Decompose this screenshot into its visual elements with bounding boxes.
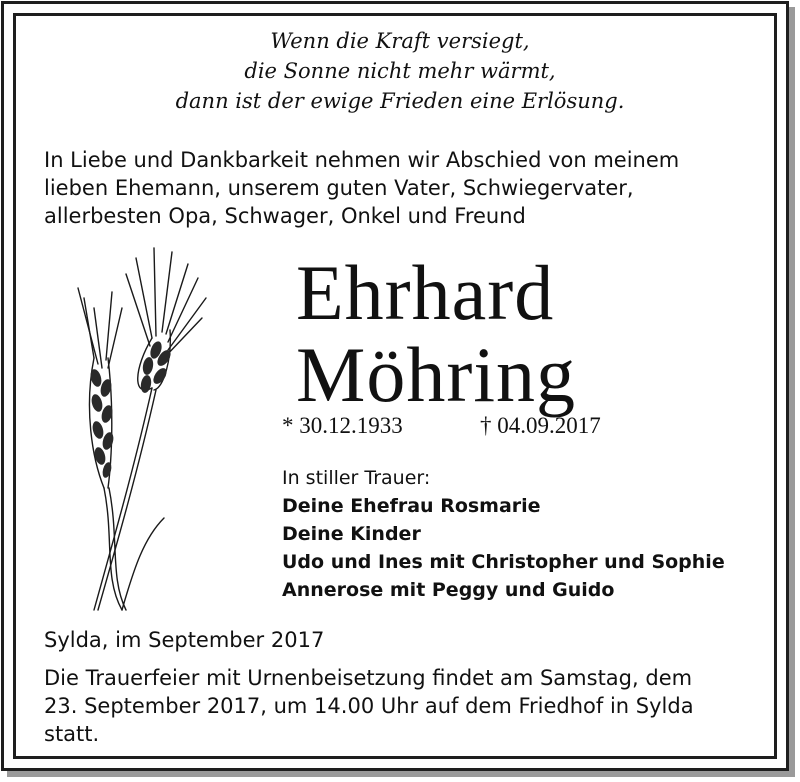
poem-line: Wenn die Kraft versiegt, <box>270 29 530 53</box>
death-date: † 04.09.2017 <box>480 413 601 438</box>
deceased-name <box>296 249 576 418</box>
poem-line: dann ist der ewige Frieden eine Erlösung. <box>175 89 625 113</box>
poem <box>0 26 800 116</box>
birth-date: * 30.12.1933 <box>282 413 403 438</box>
funeral-line: 23. September 2017, um 14.00 Uhr auf dem Friedhof in Sylda <box>44 694 694 718</box>
mourners-block <box>282 464 725 604</box>
mourner-line: Udo und Ines mit Christopher und Sophie <box>282 551 725 573</box>
mourner-line: Deine Ehefrau Rosmarie <box>282 495 541 517</box>
mourners-heading: In stiller Trauer: <box>282 467 431 489</box>
wheat-ears-icon <box>64 238 214 620</box>
intro-line: In Liebe und Dankbarkeit nehmen wir Abschied von meinem <box>44 148 680 172</box>
life-dates <box>282 412 601 440</box>
intro-text <box>44 146 764 230</box>
mourner-line: Deine Kinder <box>282 523 421 545</box>
funeral-line: statt. <box>44 722 100 746</box>
place-date: Sylda, im September 2017 <box>44 628 325 652</box>
funeral-info <box>44 664 764 748</box>
poem-line: die Sonne nicht mehr wärmt, <box>244 59 556 83</box>
deceased-last-name: Möhring <box>296 331 576 418</box>
deceased-first-name: Ehrhard <box>296 249 555 336</box>
mourner-line: Annerose mit Peggy und Guido <box>282 579 615 601</box>
funeral-line: Die Trauerfeier mit Urnenbeisetzung findet am Samstag, dem <box>44 666 693 690</box>
intro-line: lieben Ehemann, unserem guten Vater, Schwiegervater, <box>44 176 634 200</box>
intro-line: allerbesten Opa, Schwager, Onkel und Freund <box>44 204 526 228</box>
